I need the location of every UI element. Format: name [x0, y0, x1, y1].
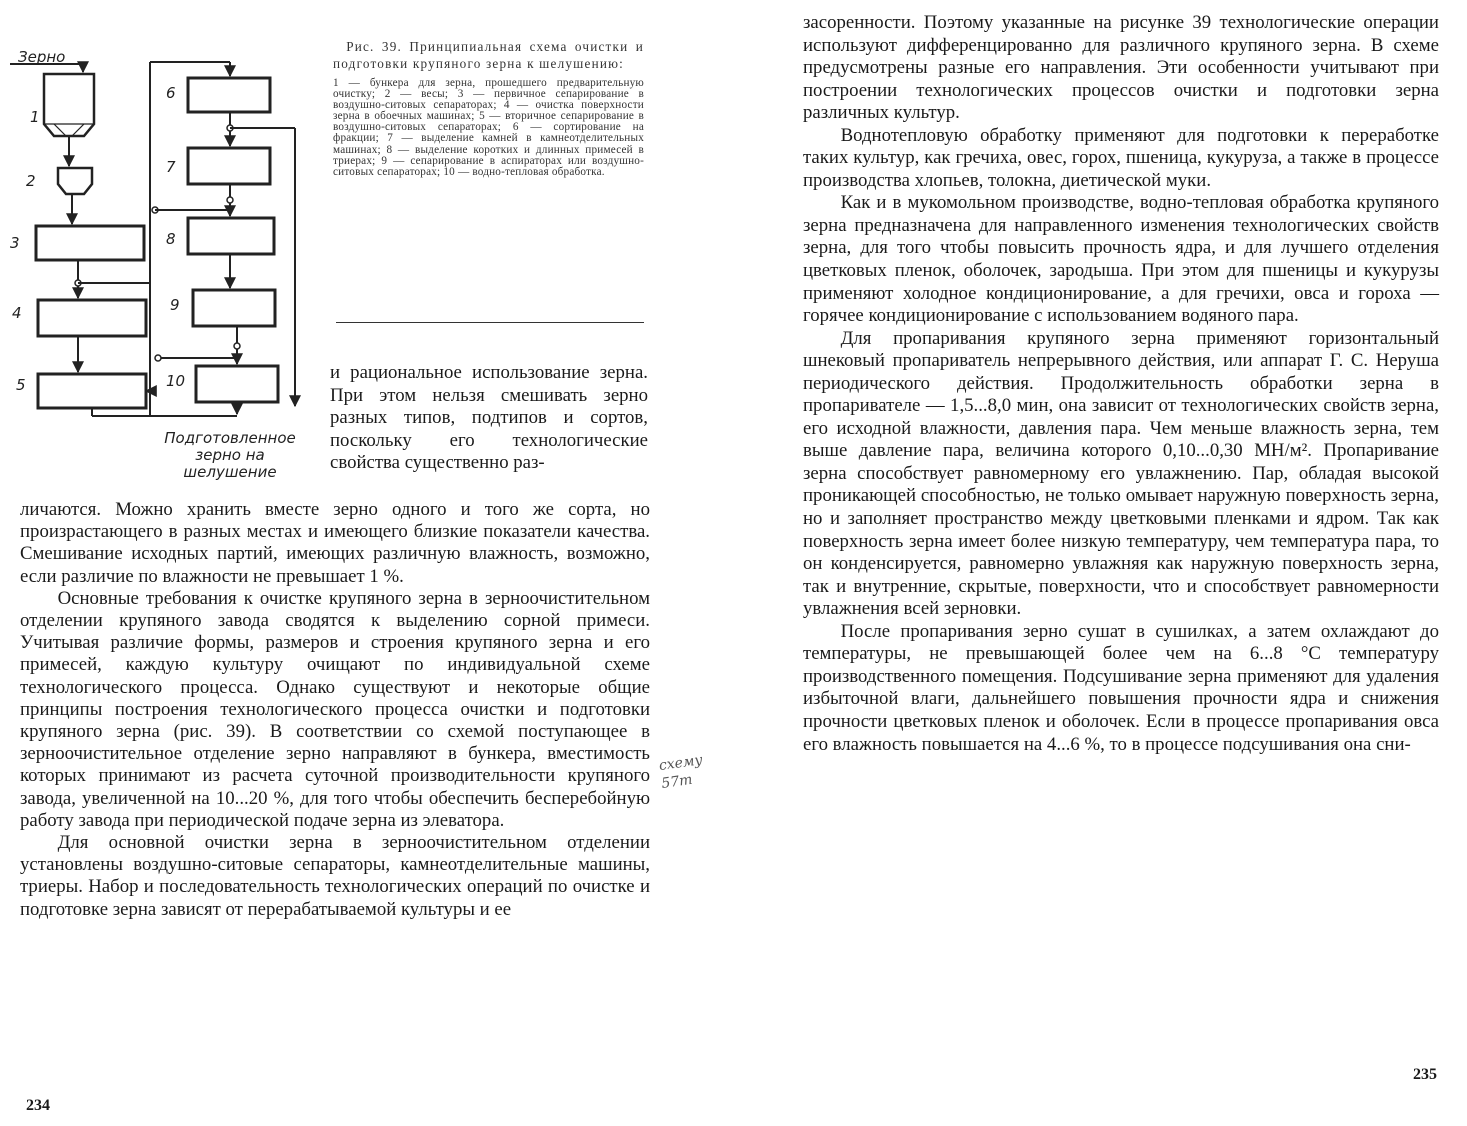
paragraph: и рациональное использование зерна. При этом нельзя смешивать зерно разных типов, подтипов и сортов, поскольку его технологические свойства существенно раз-	[330, 362, 648, 474]
right-page	[733, 0, 1467, 1126]
caption-divider	[336, 322, 644, 323]
node-label-7: 7	[166, 158, 176, 176]
node-label-2: 2	[26, 172, 36, 190]
process-flow-diagram	[0, 38, 325, 488]
paragraph: Основные требования к очистке крупяного зерна в зерноочистительном отделении крупяного завода сводятся к выделению сорной примеси. Учитывая различие формы, размеров и строения крупяного зерна и его примесей, каждую культуру очищают по индивидуальной схеме технологического процесса. Однако существуют и некоторые общие принципы построения технологического процесса очистки и подготовки крупяного зерна (рис. 39). В соответствии со схемой поступающее в зерноочистительное отделение зерно направляют в бункера, вместимость которых принимают из расчета суточной производительности крупяного завода, увеличенной на 10...20 %, для того чтобы обеспечить бесперебойную работу завода при периодической подаче зерна из элеватора.	[20, 587, 650, 831]
paragraph: Для пропаривания крупяного зерна применяют горизонтальный шнековый пропариватель непрерывного действия, или аппарат Г. С. Неруша периодического действия. Продолжительность обработки зерна в пропаривателе — 1,5...8,0 мин, она зависит от технологических свойств зерна, его исходной влажности, давления пара. Чем меньше влажность зерна, тем выше давление пара, величина которого 0,10...0,30 МН/м². Пропаривание зерна способствует равномерному его увлажнению. Пар, обладая высокой проникающей способностью, не только омывает наружную поверхность зерна, но и заполняет пространство между цветковыми пленками и ядром. Так как поверхность зерна имеет более низкую температуру, чем температура пара, то он конденсируется, равномерно увлажняя как наружную поверхность зерна, так и внутренние, скрытые, поверхности, что и способствует равномерности увлажнения всей зерновки.	[803, 327, 1439, 620]
node-label-6: 6	[166, 84, 176, 102]
paragraph: Для основной очистки зерна в зерноочистительном отделении установлены воздушно-ситовые сепараторы, камнеотделительные машины, триеры. Набор и последовательность технологических операций по очистке и подготовке зерна зависят от перерабатываемой культуры и ее	[20, 832, 650, 920]
paragraph: личаются. Можно хранить вместе зерно одного и того же сорта, но произрастающего в разных местах и имеющего близкие показатели качества. Смешивание исходных партий, имеющих различную влажность, возможно, если различие по влажности не превышает 1 %.	[20, 499, 650, 587]
node-label-10: 10	[166, 372, 186, 390]
node-label-8: 8	[166, 230, 176, 248]
node-label-4: 4	[12, 304, 22, 322]
figure-caption	[333, 38, 644, 178]
input-label: Зерно	[18, 48, 66, 66]
node-label-3: 3	[10, 234, 20, 252]
page-number-right: 235	[1413, 1066, 1437, 1083]
node-label-1: 1	[30, 108, 40, 126]
right-text-body	[803, 12, 1439, 756]
flow-diagram-graphic	[0, 38, 325, 488]
caption-title: Рис. 39. Принципиальная схема очистки и подготовки крупяного зерна к шелушению:	[333, 39, 644, 71]
node-label-9: 9	[170, 296, 180, 314]
paragraph: После пропаривания зерно сушат в сушилках, а затем охлаждают до температуры, не превышающей более чем на 6...8 °С температуру производственного помещения. Подсушивание зерна применяют для удаления избыточной влаги, дальнейшего повышения прочности ядра и снижения прочности цветковых пленок и оболочек. Если в процессе пропаривания овса его влажность повышается на 4...6 %, то в процессе подсушивания она сни-	[803, 620, 1439, 755]
paragraph: Воднотепловую обработку применяют для подготовки к переработке таких культур, как гречиха, овес, горох, пшеница, кукуруза, а также в процессе производства хлопьев, толокна, диетической муки.	[803, 124, 1439, 191]
paragraph: Как и в мукомольном производстве, водно-тепловая обработка крупяного зерна предназначена для направленного изменения технологических свойств зерна, для того чтобы повысить прочность ядра, и для лучшего отделения цветковых пленок, оболочек, зародыша. При этом для пшеницы и кукурузы применяют холодное кондиционирование, а для гречихи, овса и гороха — горячее кондиционирование с использованием водяного пара.	[803, 192, 1439, 327]
caption-legend: 1 — бункера для зерна, прошедшего предварительную очистку; 2 — весы; 3 — первичное сепарирование в воздушно-ситовых сепараторах; 4 — очистка поверхности зерна в обоечных машинах; 5 — вторичное сепарирование в воздушно-ситовых сепараторах; 6 — сортирование на фракции; 7 — выделение камней в камнеотделительных машинах; 8 — выделение коротких и длинных примесей в триерах; 9 — сепарирование в аспираторах или воздушно-ситовых сепараторах; 10 — водно-тепловая обработка.	[333, 77, 644, 178]
left-page	[0, 0, 733, 1126]
handwritten-note: схему 57т	[657, 752, 704, 792]
left-text-narrow	[330, 362, 648, 475]
output-label: Подготовленное зерно на шелушение	[164, 429, 296, 481]
paragraph: засоренности. Поэтому указанные на рисунке 39 технологические операции используют дифференцированно для различного крупяного зерна. В схеме предусмотрены разные его направления. Эти особенности учитывают при построении технологических процессов очистки и подготовки зерна различных культур.	[803, 12, 1439, 124]
page-number-left: 234	[26, 1097, 50, 1114]
left-text-body	[20, 499, 650, 921]
node-label-5: 5	[16, 376, 26, 394]
